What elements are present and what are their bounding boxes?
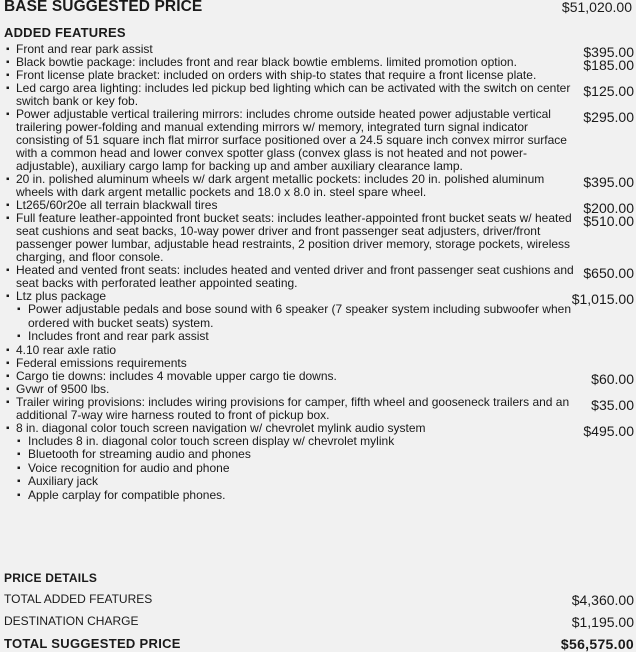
total-added-features-value: $4,360.00 (571, 592, 634, 608)
bullet-icon: ▪ (6, 396, 10, 408)
feature-text: Trailer wiring provisions: includes wiring provisions for camper, fifth wheel and gooseneck trailers and an additional 7-way wire harness routed to front of pickup box. (16, 394, 570, 422)
feature-text: Ltz plus package (16, 289, 107, 303)
feature-price: $200.00 (583, 200, 634, 216)
bullet-icon: ▪ (17, 449, 21, 460)
feature-item (0, 394, 634, 422)
feature-price: $495.00 (583, 422, 634, 439)
feature-sub-item (0, 448, 576, 462)
feature-text: Gvwr of 9500 lbs. (16, 381, 110, 396)
base-price-label: BASE SUGGESTED PRICE (4, 0, 203, 15)
total-added-features-label: TOTAL ADDED FEATURES (4, 592, 153, 606)
bullet-icon: ▪ (6, 291, 10, 302)
price-details-heading: PRICE DETAILS (4, 571, 98, 585)
bullet-icon: ▪ (6, 422, 10, 434)
feature-price: $510.00 (583, 213, 634, 229)
feature-sub-item (0, 330, 576, 344)
bullet-icon: ▪ (6, 265, 10, 276)
feature-item (0, 172, 634, 199)
destination-charge-label: DESTINATION CHARGE (4, 614, 139, 628)
feature-sub-item (0, 489, 576, 503)
bullet-icon: ▪ (6, 174, 10, 185)
bullet-icon: ▪ (17, 462, 21, 474)
bullet-icon: ▪ (6, 357, 10, 369)
feature-price: $295.00 (583, 109, 634, 125)
feature-item (0, 81, 634, 108)
bullet-icon: ▪ (6, 383, 10, 395)
feature-item (0, 263, 634, 290)
bullet-icon: ▪ (6, 213, 10, 224)
feature-text: Power adjustable vertical trailering mirrors: includes chrome outside heated power adjustable vertical trailering power-folding and manual extending mirrors w/ memory, integrated turn signal indicator consisting of 51 square inch flat mirror surface positioned over a 24.5 square inch convex mirror surface with a common head and lower convex spotter glass (convex glass is not heated and not power-adjustable), auxiliary cargo lamp for backing up and amber auxiliary clearance lamp. (16, 107, 567, 173)
feature-sub-item (0, 475, 576, 489)
bullet-icon: ▪ (6, 200, 10, 211)
total-suggested-price-value: $56,575.00 (560, 636, 634, 652)
feature-sub-text: Includes 8 in. diagonal color touch screen display w/ chevrolet mylink (28, 433, 395, 448)
feature-price: $1,015.00 (571, 291, 634, 307)
feature-sub-text: Includes front and rear park assist (28, 329, 209, 343)
feature-price: $185.00 (583, 57, 634, 73)
bullet-icon: ▪ (6, 370, 10, 382)
feature-price: $125.00 (583, 83, 634, 99)
total-suggested-price-label: TOTAL SUGGESTED PRICE (4, 636, 181, 651)
base-price-row (4, 0, 632, 16)
feature-text: Led cargo area lighting: includes led pickup bed lighting which can be activated with the switch on center switch bank or key fob. (16, 81, 571, 108)
feature-list (0, 43, 636, 502)
feature-price: $395.00 (583, 44, 634, 60)
feature-text: Front license plate bracket: included on orders with ship-to states that require a front license plate. (16, 68, 537, 82)
feature-item (0, 107, 634, 173)
feature-sub-text: Power adjustable pedals and bose sound with 6 speaker (7 speaker system including subwoofer when ordered with bucket seats) system. (28, 302, 571, 330)
feature-sub-item (0, 462, 576, 476)
bullet-icon: ▪ (17, 435, 21, 447)
feature-sub-text: Auxiliary jack (28, 474, 99, 488)
bullet-icon: ▪ (6, 344, 10, 356)
feature-sub-text: Bluetooth for streaming audio and phones (28, 447, 251, 461)
feature-price: $395.00 (583, 174, 634, 190)
feature-text: Lt265/60r20e all terrain blackwall tires (16, 198, 218, 212)
feature-text: Full feature leather-appointed front bucket seats: includes leather-appointed front bucket seats w/ heated seat cushions and seat backs, 10-way power driver and front passenger seat adjusters, driver/front passenger power lumbar, adjustable head restraints, 2 position driver memory, storage pockets, wireless charging, and floor console. (16, 211, 572, 264)
bullet-icon: ▪ (17, 304, 21, 315)
feature-item (0, 211, 634, 264)
feature-text: 8 in. diagonal color touch screen navigation w/ chevrolet mylink audio system (16, 420, 426, 435)
total-added-features-row (4, 592, 634, 606)
base-price-value: $51,020.00 (561, 0, 632, 15)
feature-sub-text: Voice recognition for audio and phone (28, 460, 230, 475)
feature-price: $650.00 (583, 265, 634, 281)
added-features-heading: ADDED FEATURES (4, 25, 126, 40)
feature-text: 4.10 rear axle ratio (16, 342, 117, 357)
feature-sub-text: Apple carplay for compatible phones. (28, 487, 226, 502)
total-suggested-price-row (4, 636, 634, 651)
bullet-icon: ▪ (17, 489, 21, 501)
feature-sub-item (0, 435, 576, 449)
bullet-icon: ▪ (17, 476, 21, 487)
bullet-icon: ▪ (6, 44, 10, 55)
bullet-icon: ▪ (17, 331, 21, 342)
feature-text: Federal emissions requirements (16, 355, 187, 370)
feature-text: Black bowtie package: includes front and rear black bowtie emblems. limited promotion option. (16, 55, 517, 69)
bullet-icon: ▪ (6, 70, 10, 81)
bullet-icon: ▪ (6, 57, 10, 68)
feature-sub-item (0, 303, 576, 330)
bullet-icon: ▪ (6, 109, 10, 120)
feature-price: $60.00 (591, 370, 634, 387)
feature-price: $35.00 (591, 396, 634, 413)
feature-text: Heated and vented front seats: includes heated and vented driver and front passenger seat cushions and seat backs with perforated leather appointed seating. (16, 263, 574, 290)
feature-text: 20 in. polished aluminum wheels w/ dark argent metallic pockets: includes 20 in. polished aluminum wheels with dark argent metallic pockets and 18.0 x 8.0 in. steel spare wheel. (16, 172, 545, 199)
destination-charge-value: $1,195.00 (571, 614, 634, 630)
feature-text: Cargo tie downs: includes 4 movable upper cargo tie downs. (16, 368, 337, 383)
destination-charge-row (4, 614, 634, 628)
feature-text: Front and rear park assist (16, 42, 153, 56)
bullet-icon: ▪ (6, 83, 10, 94)
